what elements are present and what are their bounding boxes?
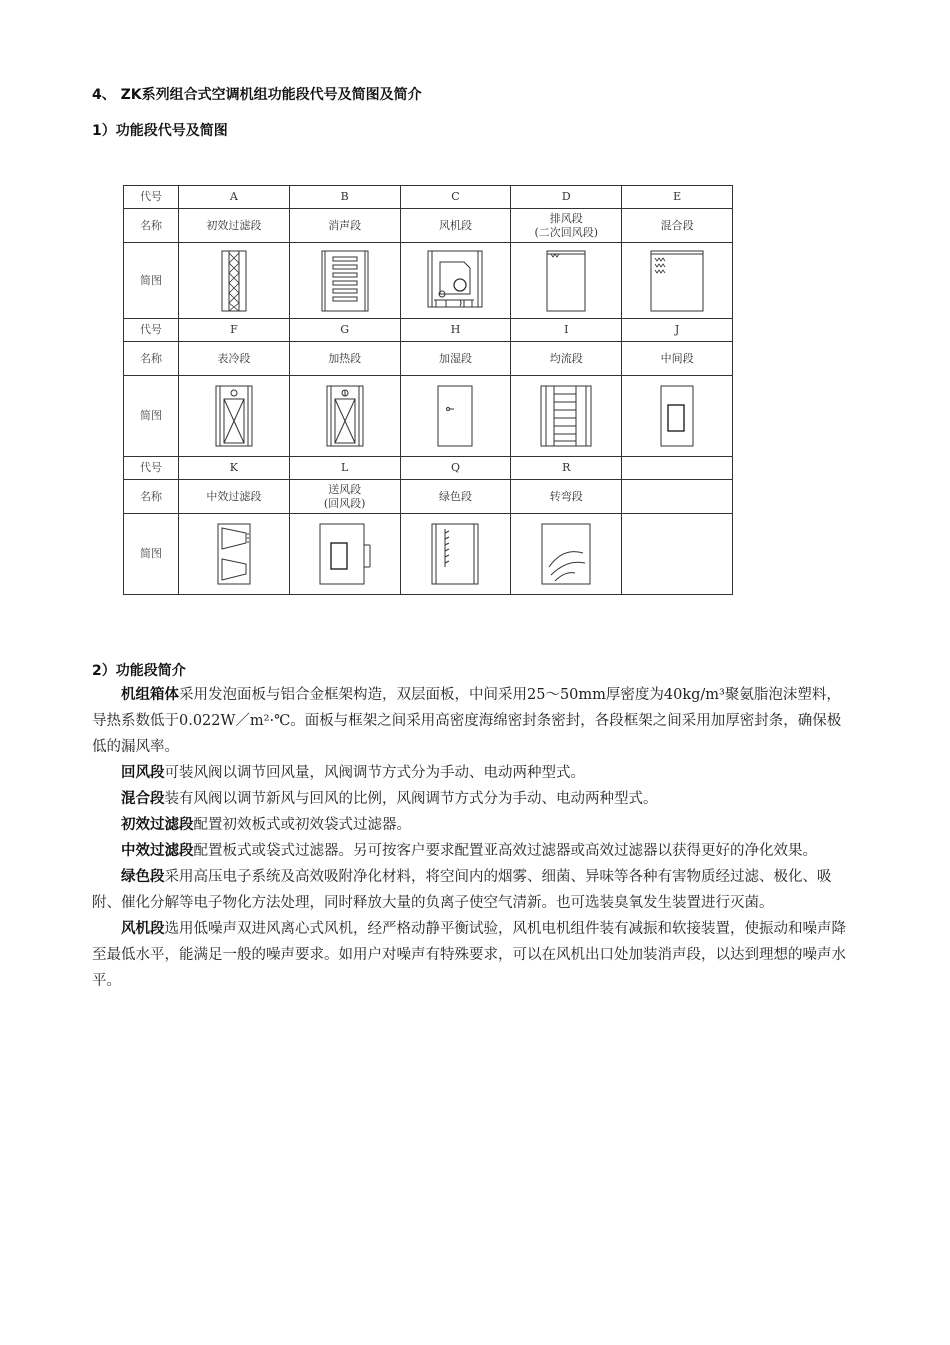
paragraph-term: 中效过滤段 — [121, 843, 194, 859]
function-section-table — [123, 185, 733, 595]
name-cell — [622, 480, 733, 514]
name-cell: 均流段 — [511, 342, 622, 376]
medium-filter-diagram — [216, 523, 252, 585]
name-text: 送风段 — [328, 482, 362, 496]
code-cell — [622, 457, 733, 480]
code-cell: E — [622, 186, 733, 209]
paragraph-term: 回风段 — [121, 765, 165, 781]
paragraph — [92, 760, 848, 786]
code-row — [124, 319, 733, 342]
turning-section-diagram — [541, 523, 591, 585]
name-text: 排风段 — [549, 211, 583, 225]
diagram-row — [124, 514, 733, 595]
name-row — [124, 480, 733, 514]
row-label: 代号 — [124, 457, 179, 480]
flow-equalizer-diagram — [540, 385, 592, 447]
humidifier-diagram — [436, 385, 474, 447]
name-cell — [511, 209, 622, 243]
paragraph-text: 配置初效板式或初效袋式过滤器。 — [193, 817, 411, 833]
paragraph — [92, 682, 848, 760]
code-cell: Q — [400, 457, 511, 480]
code-cell: A — [179, 186, 290, 209]
diagram-row — [124, 243, 733, 319]
row-label: 简图 — [124, 243, 179, 319]
name-cell: 表冷段 — [179, 342, 290, 376]
paragraph — [92, 864, 848, 916]
empty-cell — [622, 514, 733, 595]
code-cell: R — [511, 457, 622, 480]
name-cell: 初效过滤段 — [179, 209, 290, 243]
paragraph-text: 可装风阀以调节回风量，风阀调节方式分为手动、电动两种型式。 — [164, 765, 585, 781]
primary-filter-diagram — [219, 250, 249, 312]
supply-air-diagram — [319, 523, 371, 585]
code-cell: D — [511, 186, 622, 209]
name-row — [124, 209, 733, 243]
name-row — [124, 342, 733, 376]
paragraph-text: 配置板式或袋式过滤器。另可按客户要求配置亚高效过滤器或高效过滤器以获得更好的净化效果。 — [193, 843, 817, 859]
code-cell: L — [289, 457, 400, 480]
intermediate-diagram — [659, 385, 695, 447]
intro-body — [92, 682, 848, 994]
row-label: 名称 — [124, 480, 179, 514]
code-cell: G — [289, 319, 400, 342]
diagram-row — [124, 376, 733, 457]
code-cell: B — [289, 186, 400, 209]
paragraph-text: 选用低噪声双进风离心式风机，经严格动静平衡试验，风机电机组件装有减振和软接装置，使振动和噪声降至最低水平，能满足一般的噪声要求。如用户对噪声有特殊要求，可以在风机出口处加装消声段，以达到理想的噪声水平。 — [92, 921, 846, 989]
fan-diagram — [424, 250, 486, 312]
name-cell: 风机段 — [400, 209, 511, 243]
green-section-diagram — [431, 523, 479, 585]
paragraph — [92, 812, 848, 838]
paragraph-text: 装有风阀以调节新风与回风的比例，风阀调节方式分为手动、电动两种型式。 — [164, 791, 658, 807]
code-cell: F — [179, 319, 290, 342]
paragraph — [92, 916, 848, 994]
mixing-diagram — [649, 250, 705, 312]
code-cell: I — [511, 319, 622, 342]
row-label: 名称 — [124, 209, 179, 243]
paragraph-text: 采用发泡面板与铝合金框架构造，双层面板，中间采用25～50mm厚密度为40kg/m³聚氨脂泡沫塑料，导热系数低于0.022W／m²·℃。面板与框架之间采用高密度海绵密封条密封，各段框架之间采用加厚密封条，确保极低的漏风率。 — [92, 687, 842, 755]
exhaust-diagram — [545, 250, 587, 312]
subheading-intro: 2）功能段简介 — [92, 663, 186, 679]
name-cell: 加热段 — [289, 342, 400, 376]
paragraph-term: 混合段 — [121, 791, 165, 807]
paragraph-term: 风机段 — [121, 921, 165, 937]
paragraph-term: 绿色段 — [121, 869, 165, 885]
name-subtext: (二次回风段) — [534, 225, 599, 239]
silencer-diagram — [321, 250, 369, 312]
paragraph-term: 机组箱体 — [121, 687, 179, 703]
heating-coil-diagram — [326, 385, 364, 447]
name-cell: 转弯段 — [511, 480, 622, 514]
name-cell: 中间段 — [622, 342, 733, 376]
code-row — [124, 457, 733, 480]
subheading-codes: 1）功能段代号及简图 — [92, 123, 228, 139]
code-cell: H — [400, 319, 511, 342]
name-cell: 消声段 — [289, 209, 400, 243]
row-label: 代号 — [124, 319, 179, 342]
paragraph — [92, 838, 848, 864]
name-cell: 混合段 — [622, 209, 733, 243]
row-label: 名称 — [124, 342, 179, 376]
name-cell — [289, 480, 400, 514]
row-label: 代号 — [124, 186, 179, 209]
section-heading: 4、 ZK系列组合式空调机组功能段代号及简图及简介 — [92, 87, 422, 103]
name-subtext: (回风段) — [323, 496, 366, 510]
name-cell: 中效过滤段 — [179, 480, 290, 514]
row-label: 简图 — [124, 376, 179, 457]
paragraph-term: 初效过滤段 — [121, 817, 194, 833]
name-cell: 加湿段 — [400, 342, 511, 376]
code-cell: K — [179, 457, 290, 480]
paragraph — [92, 786, 848, 812]
paragraph-text: 采用高压电子系统及高效吸附净化材料，将空间内的烟雾、细菌、异味等各种有害物质经过滤、极化、吸附、催化分解等电子物化方法处理，同时释放大量的负离子使空气清新。也可选装臭氧发生装置进行灭菌。 — [92, 869, 832, 911]
code-row — [124, 186, 733, 209]
cooling-coil-diagram — [215, 385, 253, 447]
row-label: 简图 — [124, 514, 179, 595]
code-cell: C — [400, 186, 511, 209]
code-cell: J — [622, 319, 733, 342]
name-cell: 绿色段 — [400, 480, 511, 514]
